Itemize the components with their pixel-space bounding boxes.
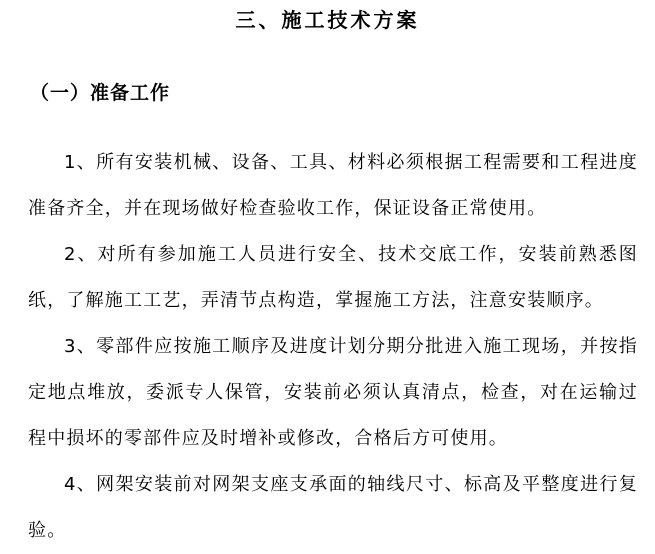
paragraph-2: 2、对所有参加施工人员进行安全、技术交底工作，安装前熟悉图纸，了解施工工艺，弄清节点构造，掌握施工方法，注意安装顺序。 [28,244,638,311]
paragraph-1: 1、所有安装机械、设备、工具、材料必须根据工程需要和工程进度准备齐全，并在现场做好检查验收工作，保证设备正常使用。 [28,152,638,219]
document-title: 三、施工技术方案 [235,8,420,32]
paragraph-4: 4、网架安装前对网架支座支承面的轴线尺寸、标高及平整度进行复验。 [28,474,638,541]
paragraph-3: 3、零部件应按施工顺序及进度计划分期分批进入施工现场，并按指定地点堆放，委派专人保管，安装前必须认真清点，检查，对在运输过程中损坏的零部件应及时增补或修改，合格后方可使用。 [28,336,638,449]
section-heading: （一）准备工作 [30,82,171,104]
document-body [28,140,638,554]
